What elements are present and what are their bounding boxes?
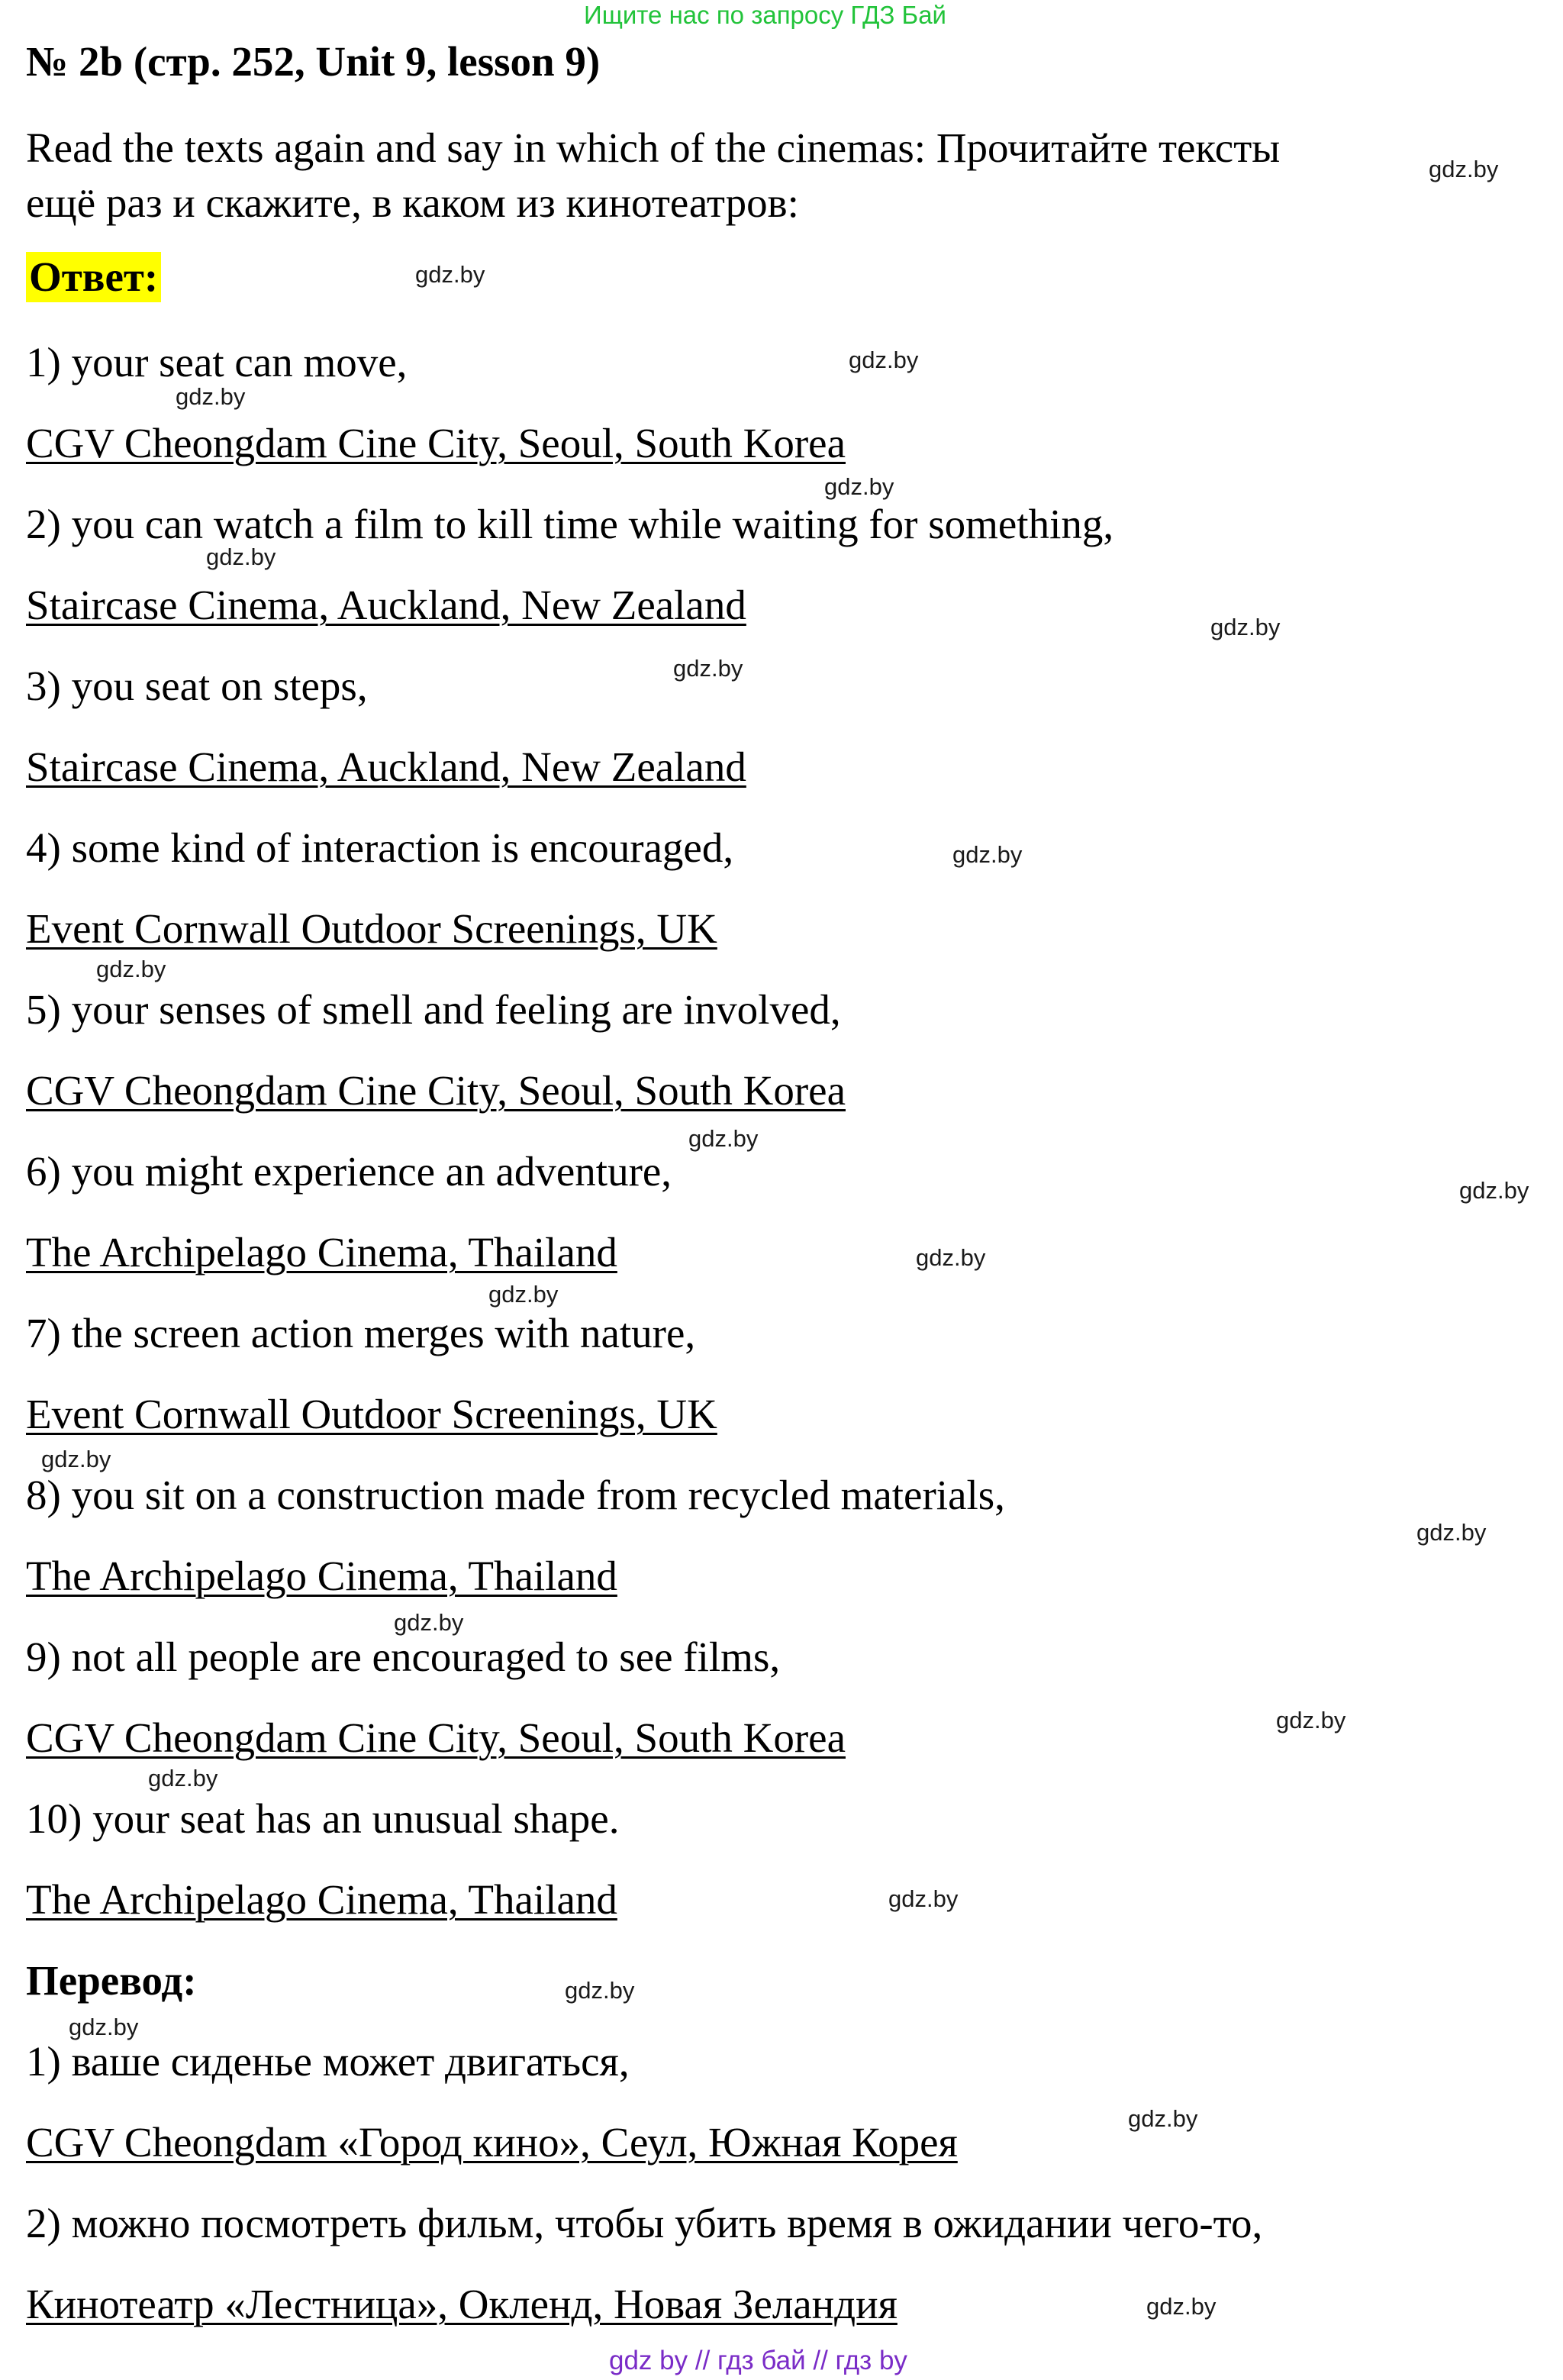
watermark: gdz.by (688, 1125, 759, 1152)
watermark: gdz.by (673, 655, 743, 682)
question-item: 3) you seat on steps, (26, 663, 368, 709)
answer-item: The Archipelago Cinema, Thailand (26, 1229, 617, 1275)
watermark: gdz.by (206, 543, 276, 570)
instruction-line-1: Read the texts again and say in which of the cinemas: Прочитайте тексты (26, 124, 1281, 171)
watermark: gdz.by (916, 1244, 986, 1271)
translation-question: 2) можно посмотреть фильм, чтобы убить время в ожидании чего-то, (26, 2200, 1263, 2246)
translation-answer: CGV Cheongdam «Город кино», Сеул, Южная Корея (26, 2119, 958, 2166)
question-item: 10) your seat has an unusual shape. (26, 1795, 620, 1842)
page-title: № 2b (стр. 252, Unit 9, lesson 9) (26, 38, 601, 85)
answer-item: CGV Cheongdam Cine City, Seoul, South Korea (26, 420, 846, 466)
watermark: gdz.by (176, 383, 246, 410)
answer-item: CGV Cheongdam Cine City, Seoul, South Korea (26, 1714, 846, 1761)
answer-item: The Archipelago Cinema, Thailand (26, 1553, 617, 1599)
answer-item: Staircase Cinema, Auckland, New Zealand (26, 582, 746, 628)
translation-question: 1) ваше сиденье может двигаться, (26, 2038, 630, 2085)
answer-item: Event Cornwall Outdoor Screenings, UK (26, 905, 717, 952)
question-item: 6) you might experience an adventure, (26, 1148, 672, 1195)
question-item: 9) not all people are encouraged to see films, (26, 1633, 781, 1680)
instruction-line-2: ещё раз и скажите, в каком из кинотеатров: (26, 179, 799, 226)
watermark: gdz.by (849, 347, 919, 373)
watermark: gdz.by (1128, 2105, 1198, 2132)
watermark: gdz.by (952, 841, 1023, 868)
question-item: 2) you can watch a film to kill time while waiting for something, (26, 501, 1114, 547)
watermark: gdz.by (394, 1609, 464, 1636)
watermark: gdz.by (1459, 1177, 1529, 1204)
answer-item: Staircase Cinema, Auckland, New Zealand (26, 743, 746, 790)
watermark: gdz.by (1429, 156, 1499, 182)
watermark: gdz.by (96, 956, 166, 982)
footer-links[interactable]: gdz by // гдз бай // гдз by (609, 2346, 907, 2375)
translation-label: Перевод: (26, 1957, 197, 2004)
question-item: 4) some kind of interaction is encouraged, (26, 824, 734, 871)
watermark: gdz.by (488, 1281, 559, 1308)
watermark: gdz.by (148, 1765, 218, 1791)
question-item: 7) the screen action merges with nature, (26, 1310, 696, 1356)
watermark: gdz.by (1276, 1707, 1346, 1733)
question-item: 8) you sit on a construction made from recycled materials, (26, 1472, 1005, 1518)
answer-item: Event Cornwall Outdoor Screenings, UK (26, 1391, 717, 1437)
watermark: gdz.by (41, 1446, 111, 1472)
watermark: gdz.by (565, 1977, 635, 2004)
translation-answer: Кинотеатр «Лестница», Окленд, Новая Зеландия (26, 2281, 898, 2327)
answer-item: CGV Cheongdam Cine City, Seoul, South Korea (26, 1067, 846, 1114)
question-item: 5) your senses of smell and feeling are involved, (26, 986, 841, 1033)
watermark: gdz.by (888, 1885, 959, 1912)
question-item: 1) your seat can move, (26, 339, 408, 385)
answer-item: The Archipelago Cinema, Thailand (26, 1876, 617, 1923)
watermark: gdz.by (1146, 2293, 1217, 2320)
answer-label: Ответ: (26, 252, 161, 302)
watermark: gdz.by (1210, 614, 1281, 640)
watermark: gdz.by (69, 2014, 139, 2040)
watermark: gdz.by (415, 261, 485, 288)
top-banner[interactable]: Ищите нас по запросу ГДЗ Бай (584, 1, 946, 29)
watermark: gdz.by (824, 473, 894, 500)
watermark: gdz.by (1416, 1519, 1487, 1546)
